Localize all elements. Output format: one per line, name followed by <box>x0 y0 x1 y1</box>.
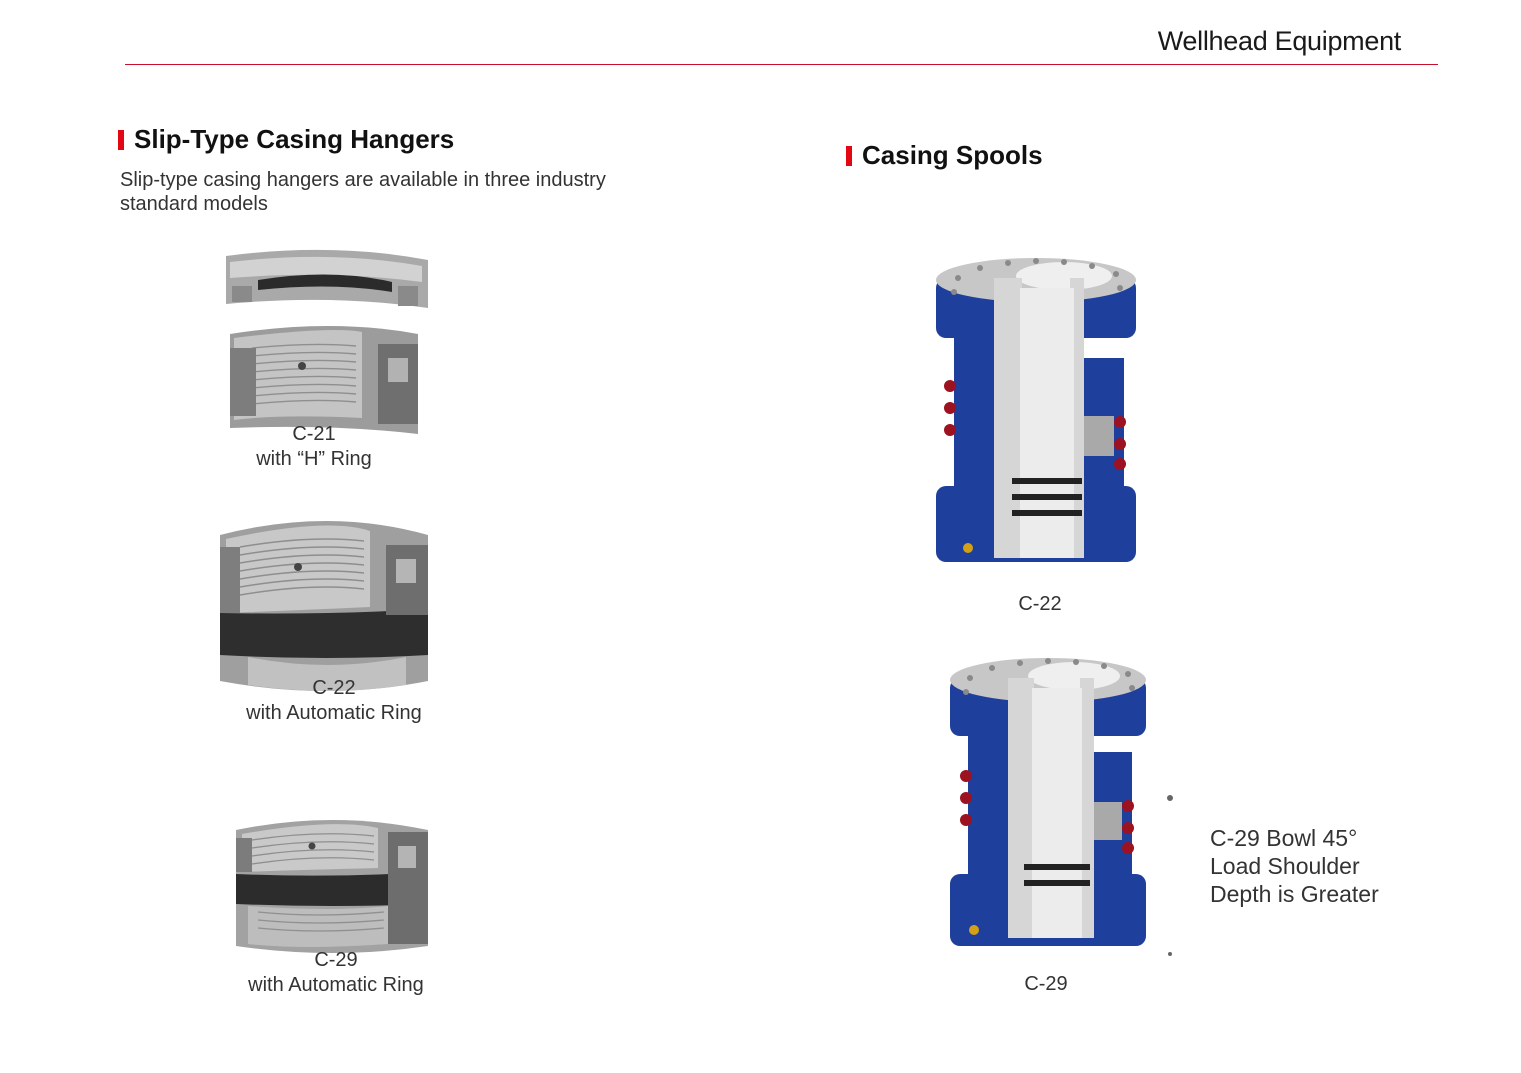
section-description: Slip-type casing hangers are available in three industry standard models <box>120 169 606 215</box>
spool-c22-image <box>924 238 1244 578</box>
hanger-c29-subtitle: with Automatic Ring <box>248 974 424 996</box>
note-line: Load Shoulder <box>1210 853 1360 879</box>
section-title-casing-hangers <box>118 124 454 155</box>
header-divider <box>125 64 1438 65</box>
hanger-c22-subtitle: with Automatic Ring <box>246 702 422 724</box>
hanger-c21-model: C-21 <box>292 423 336 445</box>
spool-c22-caption: C-22 <box>1018 593 1062 615</box>
section-title-text: Slip-Type Casing Hangers <box>134 124 455 154</box>
hanger-c21-subtitle: with “H” Ring <box>256 448 372 470</box>
spool-c29-caption: C-29 <box>1024 973 1068 995</box>
hanger-c22-caption <box>224 676 444 726</box>
page-header-title: Wellhead Equipment <box>1157 26 1401 56</box>
note-line: Depth is Greater <box>1210 881 1379 907</box>
section-marker <box>846 146 852 166</box>
spool-c29-image <box>944 638 1174 958</box>
hanger-c29-caption <box>226 948 446 998</box>
section-title-casing-spools <box>846 140 1043 171</box>
note-line: C-29 Bowl 45° <box>1210 825 1358 851</box>
hanger-c21-caption <box>214 422 414 472</box>
section-marker <box>118 130 124 150</box>
hanger-c22-image <box>200 505 456 695</box>
hanger-c22-model: C-22 <box>312 677 356 699</box>
section-title-text: Casing Spools <box>862 140 1043 170</box>
hanger-c29-model: C-29 <box>314 949 358 971</box>
hanger-c29-image <box>208 808 458 960</box>
hanger-c21-image <box>222 248 452 438</box>
c29-bowl-note <box>1210 824 1450 908</box>
